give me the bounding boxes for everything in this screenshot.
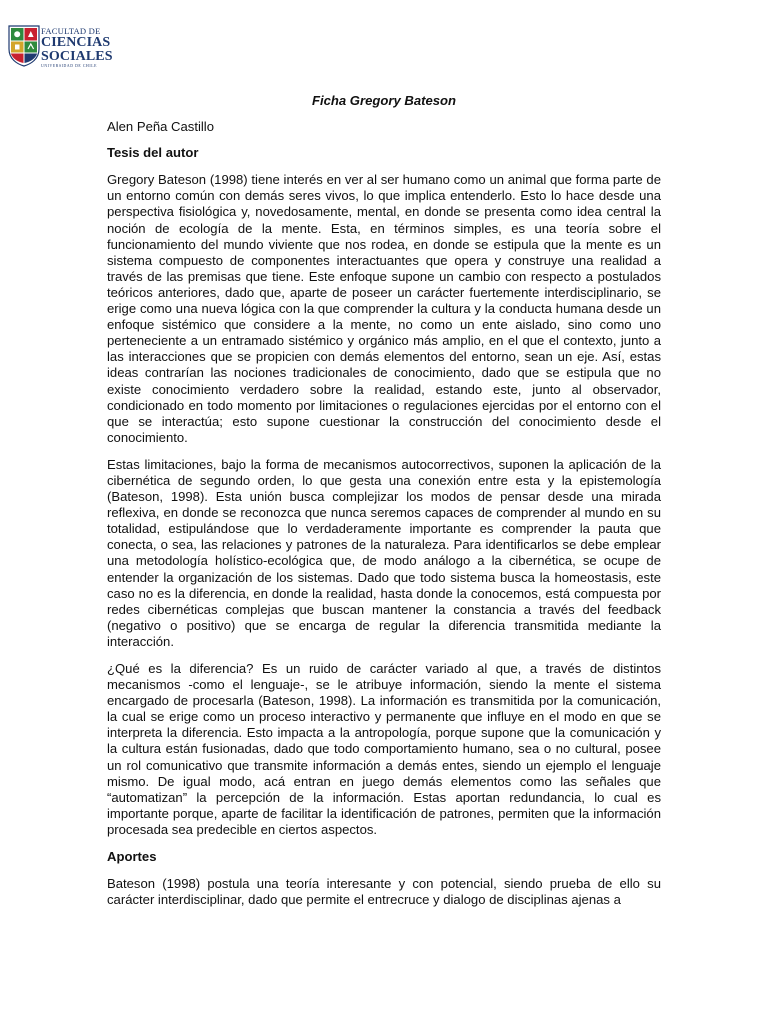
document-title: Ficha Gregory Bateson	[311, 93, 457, 108]
document-author: Alen Peña Castillo	[107, 119, 214, 135]
section-heading-thesis: Tesis del autor	[107, 145, 199, 161]
paragraph-closing: Bateson (1998) postula una teoría interesante y con potencial, siendo prueba de ello su carácter interdisciplinar, dado que permite el entrecruce y dialogo de disciplinas ajenas a	[107, 876, 661, 908]
paragraph-1: Gregory Bateson (1998) tiene interés en ver al ser humano como un animal que forma parte de un entorno común con demás seres vivos, lo que implica entenderlo. Esto lo hace desde una perspectiva fisiológica y, novedosamente, mental, en donde se presenta como idea central la noción de ecología de la mente. Esta, en términos simples, es una teoría sobre el funcionamiento del mundo viviente que nos rodea, en donde se estipula que la mente es un sistema compuesto de componentes interactuantes que opera y construye una realidad a través de las premisas que tiene. Este enfoque supone un cambio con respecto a postulados teóricos anteriores, dado que, aparte de poseer un carácter fuertemente interdisciplinario, se erige como una nueva lógica con la que comprender la cultura y la conducta humana desde un enfoque sistémico que considere a la mente, no como un ente aislado, sino como uno perteneciente a un entramado sistémico y orgánico más amplio, en el que el contexto, junto a las interacciones que se propicien con demás elementos del entorno, sean un eje. Así, estas ideas contrarían las nociones tradicionales de conocimiento, dado que se estipula que no existe conocimiento verdadero sobre la realidad, estando este, junto al observador, condicionado en todo momento por limitaciones o regulaciones ejercidas por el entorno con el que se interactúa; esto supone cuestionar la construcción del conocimiento desde el conocimiento.	[107, 172, 661, 445]
paragraph-3: ¿Qué es la diferencia? Es un ruido de carácter variado al que, a través de distintos mecanismos -como el lenguaje-, se le atribuye información, siendo la mente el sistema encargado de procesarla (Bateson, 1998). La información es transmitida por la comunicación, la cual se erige como un proceso interactivo y permanente que influye en el modo en que se interpreta la diferencia. Esto impacta a la antropología, porque supone que la comunicación y la cultura están fusionadas, dado que todo comportamiento humano, sea o no cultural, posee un rol comunicativo que transmite información a demás entes, siendo un ejemplo el lenguaje mismo. De igual modo, acá entran en juego demás elementos como las señales que “automatizan” la percepción de la información. Estas aportan redundancia, lo cual es importante porque, aparte de facilitar la identificación de patrones, permiten que la información procesada sea predecible en ciertos aspectos.	[107, 661, 661, 837]
faculty-logo	[8, 14, 113, 74]
logo-line-4: UNIVERSIDAD DE CHILE	[41, 64, 98, 68]
logo-line-1: FACULTAD DE	[41, 26, 101, 36]
logo-wordmark	[41, 27, 113, 69]
logo-line-2: CIENCIAS	[41, 35, 111, 50]
paragraph-2: Estas limitaciones, bajo la forma de mecanismos autocorrectivos, suponen la aplicación de la cibernética de segundo orden, lo que gesta una conexión entre esta y la epistemología (Bateson, 1998). Esta unión busca complejizar los modos de pensar desde una mirada reflexiva, en donde se reconozca que nunca seremos capaces de comprender al mundo en su totalidad, estipulándose que lo verdaderamente importante es comprender la pauta que conecta, o sea, las relaciones y patrones de la naturaleza. Para identificarlos se debe emplear una metodología holístico-ecológica que, de modo análogo a la cibernética, se ocupe de entender la organización de los sistemas. Dado que todo sistema busca la homeostasis, este caso no es la diferencia, en donde la realidad, hasta donde la conocemos, está compuesta por redes cibernéticas complejas que buscan mantener la constancia a través del feedback (negativo o positivo) que se encarga de regular la diferencia transmitida mediante la interacción.	[107, 456, 661, 649]
section-heading-contributions: Aportes	[107, 849, 157, 865]
document-body	[107, 93, 661, 919]
logo-line-3: SOCIALES	[41, 49, 113, 64]
shield-icon	[8, 25, 40, 67]
